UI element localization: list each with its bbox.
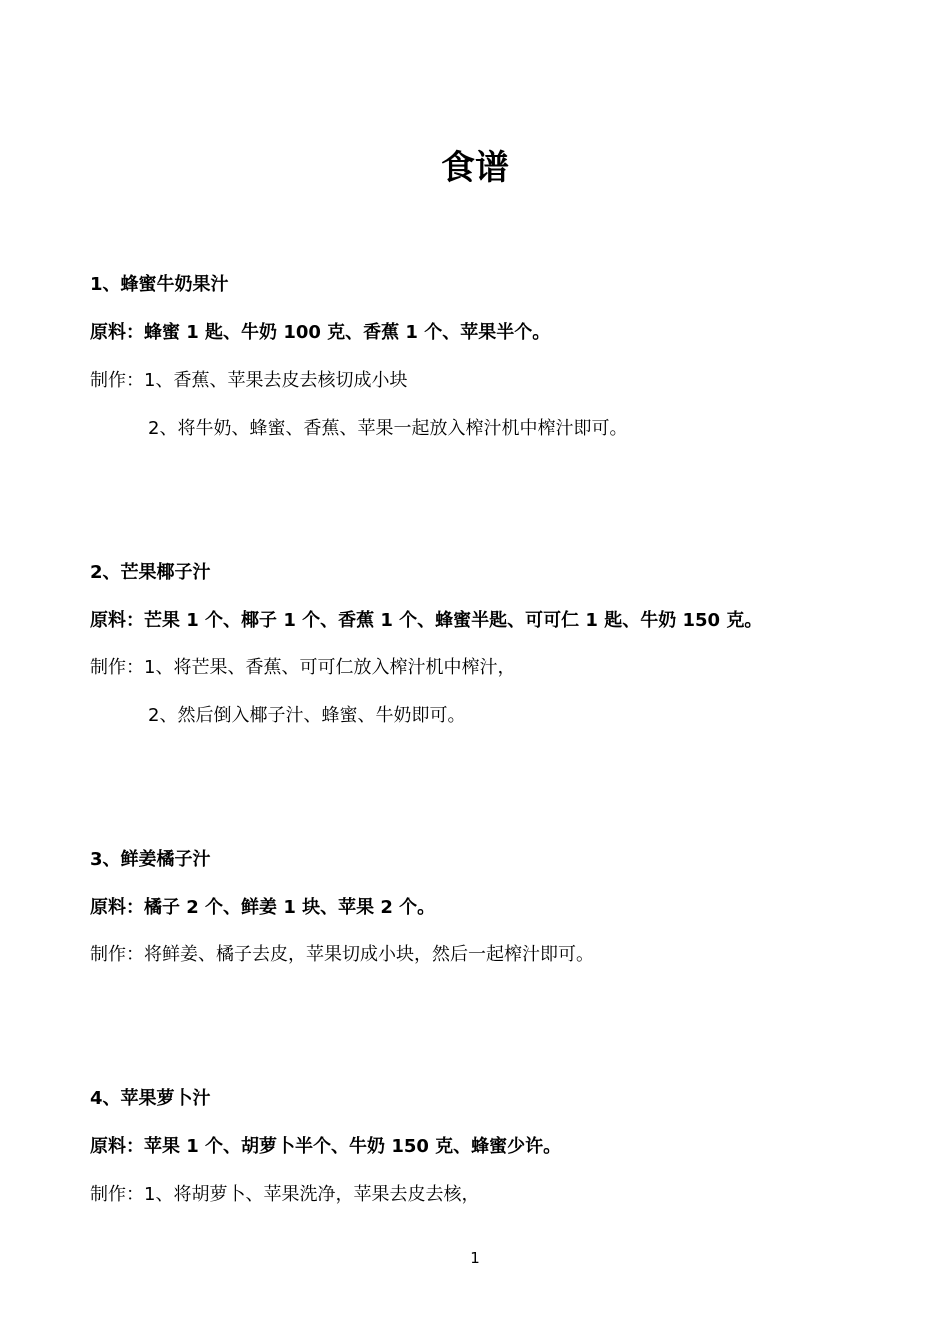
recipe-3-ingredients: 原料：橘子 2 个、鲜姜 1 块、苹果 2 个。 (90, 897, 436, 918)
recipe-2-step-1: 制作：1、将芒果、香蕉、可可仁放入榨汁机中榨汁， (90, 657, 516, 678)
recipe-2-ingredients: 原料：芒果 1 个、椰子 1 个、香蕉 1 个、蜂蜜半匙、可可仁 1 匙、牛奶 150 克。 (90, 610, 763, 631)
recipe-1-step-1: 制作：1、香蕉、苹果去皮去核切成小块 (90, 370, 408, 391)
recipe-1-heading: 1、蜂蜜牛奶果汁 (90, 274, 229, 295)
recipe-3-step-1: 制作：将鲜姜、橘子去皮，苹果切成小块，然后一起榨汁即可。 (90, 944, 594, 965)
recipe-4-heading: 4、苹果萝卜汁 (90, 1088, 211, 1109)
recipe-4-step-1: 制作：1、将胡萝卜、苹果洗净，苹果去皮去核， (90, 1184, 480, 1205)
recipe-2-step-2: 2、然后倒入椰子汁、蜂蜜、牛奶即可。 (148, 705, 466, 726)
recipe-3-heading: 3、鲜姜橘子汁 (90, 849, 211, 870)
recipe-1-ingredients: 原料：蜂蜜 1 匙、牛奶 100 克、香蕉 1 个、苹果半个。 (90, 322, 551, 343)
recipe-1-step-2: 2、将牛奶、蜂蜜、香蕉、苹果一起放入榨汁机中榨汁即可。 (148, 418, 628, 439)
recipe-4-ingredients: 原料：苹果 1 个、胡萝卜半个、牛奶 150 克、蜂蜜少许。 (90, 1136, 562, 1157)
page-title: 食谱 (441, 148, 509, 188)
page-number: 1 (470, 1249, 480, 1267)
recipe-2-heading: 2、芒果椰子汁 (90, 562, 211, 583)
